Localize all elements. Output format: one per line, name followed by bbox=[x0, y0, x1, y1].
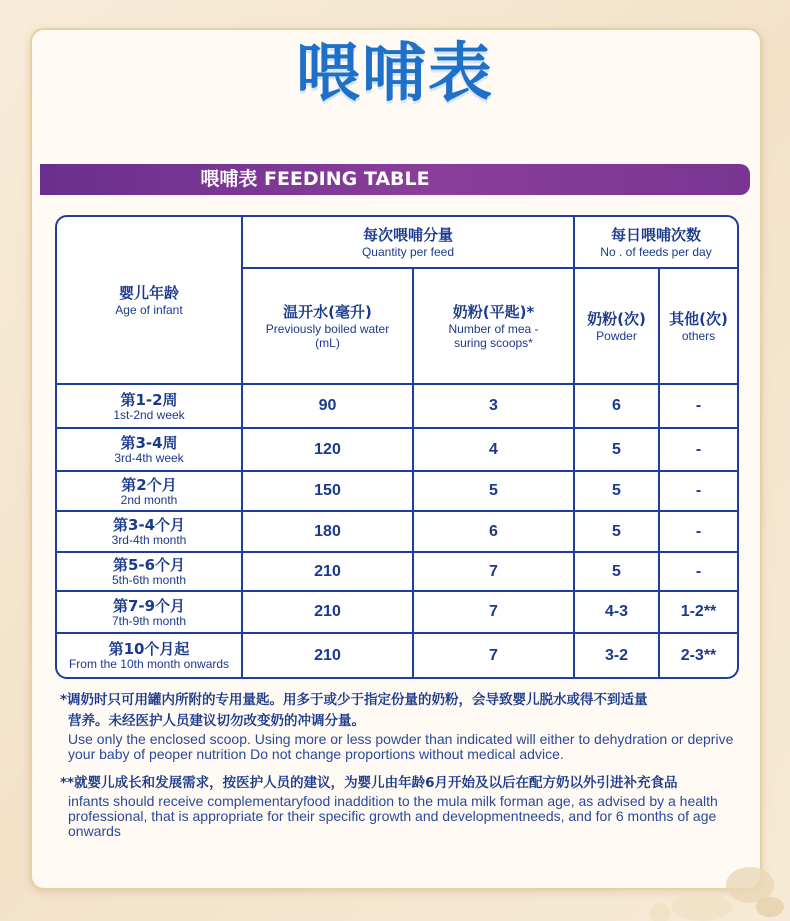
row-age-en: 2nd month bbox=[120, 492, 178, 507]
row-others: 1-2** bbox=[680, 603, 717, 620]
row-age-en: 3rd-4th month bbox=[111, 533, 187, 547]
note-scoop-en: Use only the enclosed scoop. Using more or less powder than indicated will either to dehydration or deprive your baby of peoper nutrition Do not change proportions without medical advice. bbox=[68, 731, 734, 762]
row-age bbox=[57, 385, 241, 427]
row-powder: 6 bbox=[612, 397, 621, 414]
header-feeds-cn: 每日喂哺次数 bbox=[610, 225, 701, 244]
row-age bbox=[57, 553, 241, 590]
note-scoop-cn-1: *调奶时只可用罐内所附的专用量匙。用多于或少于指定份量的奶粉，会导致婴儿脱水或得不到适量 bbox=[60, 692, 648, 708]
row-age-cn: 第2个月 bbox=[121, 475, 177, 494]
row-water: 210 bbox=[314, 646, 341, 664]
row-age bbox=[57, 472, 241, 510]
row-water: 210 bbox=[314, 562, 341, 580]
row-scoops: 4 bbox=[489, 440, 498, 458]
row-age bbox=[57, 429, 241, 470]
row-scoops: 7 bbox=[489, 562, 498, 580]
header-scoops-en: Number of mea - suring scoops* bbox=[448, 321, 539, 350]
header-powder-cn: 奶粉(次) bbox=[587, 309, 646, 328]
header-water bbox=[243, 269, 412, 383]
row-others: - bbox=[695, 522, 702, 540]
header-quantity bbox=[243, 217, 573, 267]
row-age-cn: 第3-4周 bbox=[120, 434, 178, 452]
note-complementary-food bbox=[60, 773, 750, 839]
header-scoops-cn: 奶粉(平匙)* bbox=[452, 302, 535, 321]
row-powder: 5 bbox=[612, 562, 621, 580]
row-scoops: 6 bbox=[489, 522, 498, 540]
row-age-cn: 第3-4个月 bbox=[112, 516, 186, 534]
note-scoop bbox=[60, 690, 750, 762]
row-scoops: 7 bbox=[489, 603, 498, 620]
row-age bbox=[57, 634, 241, 677]
row-age-en: 1st-2nd week bbox=[113, 407, 185, 422]
note-scoop-cn-2: 营养。未经医护人员建议切勿改变奶的冲调分量。 bbox=[68, 713, 365, 729]
row-age bbox=[57, 512, 241, 551]
header-powder bbox=[575, 269, 658, 383]
header-water-en: Previously boiled water (mL) bbox=[265, 321, 390, 350]
row-age-en: 5th-6th month bbox=[111, 573, 187, 587]
row-powder: 5 bbox=[612, 482, 621, 499]
header-feeds-en: No . of feeds per day bbox=[600, 244, 712, 259]
row-water: 120 bbox=[314, 440, 341, 458]
header-scoops bbox=[414, 269, 573, 383]
row-others: 2-3** bbox=[680, 646, 717, 664]
row-water: 150 bbox=[314, 482, 341, 499]
header-others-en: others bbox=[681, 328, 716, 343]
page-title: 喂哺表 bbox=[296, 37, 494, 111]
row-powder: 3-2 bbox=[604, 646, 629, 664]
row-water: 180 bbox=[314, 522, 341, 540]
feeding-table-banner bbox=[40, 164, 750, 195]
header-others bbox=[660, 269, 737, 383]
row-age-cn: 第1-2周 bbox=[120, 390, 178, 409]
banner-label: 喂哺表 FEEDING TABLE bbox=[200, 168, 430, 190]
header-others-cn: 其他(次) bbox=[669, 309, 728, 328]
row-age-cn: 第10个月起 bbox=[108, 640, 190, 658]
header-quantity-cn: 每次喂哺分量 bbox=[362, 225, 453, 244]
row-others: - bbox=[695, 440, 702, 458]
row-powder: 4-3 bbox=[604, 603, 629, 620]
row-age-cn: 第7-9个月 bbox=[112, 596, 186, 615]
row-powder: 5 bbox=[612, 522, 621, 540]
header-powder-en: Powder bbox=[596, 328, 637, 343]
milk-splash-decoration bbox=[640, 855, 790, 921]
note-complementary-en: infants should receive complementaryfood inaddition to the mula milk forman age, as advised by a health professional, that is appropriate for their specific growth and developmentneeds, and for 6 months of age onwards bbox=[68, 793, 718, 839]
row-others: - bbox=[695, 482, 702, 499]
header-quantity-en: Quantity per feed bbox=[361, 244, 455, 259]
note-complementary-cn: **就婴儿成长和发展需求，按医护人员的建议，为婴儿由年龄6月开始及以后在配方奶以外引进补充食品 bbox=[60, 775, 678, 791]
row-age-cn: 第5-6个月 bbox=[112, 556, 186, 574]
feeding-table bbox=[55, 215, 739, 679]
row-age bbox=[57, 592, 241, 632]
row-age-en: 7th-9th month bbox=[111, 613, 187, 628]
row-scoops: 5 bbox=[489, 482, 498, 499]
row-water: 90 bbox=[318, 397, 337, 414]
header-age-cn: 婴儿年龄 bbox=[118, 283, 179, 302]
row-scoops: 3 bbox=[489, 397, 498, 414]
row-others: - bbox=[695, 562, 702, 580]
row-age-en: From the 10th month onwards bbox=[68, 657, 230, 671]
row-powder: 5 bbox=[612, 440, 621, 458]
header-age-en: Age of infant bbox=[115, 302, 183, 317]
row-age-en: 3rd-4th week bbox=[114, 451, 184, 465]
header-water-cn: 温开水(毫升) bbox=[283, 302, 372, 321]
row-scoops: 7 bbox=[489, 646, 498, 664]
header-age bbox=[57, 217, 241, 383]
row-water: 210 bbox=[314, 603, 341, 620]
header-feeds bbox=[575, 217, 737, 267]
row-others: - bbox=[695, 397, 702, 414]
